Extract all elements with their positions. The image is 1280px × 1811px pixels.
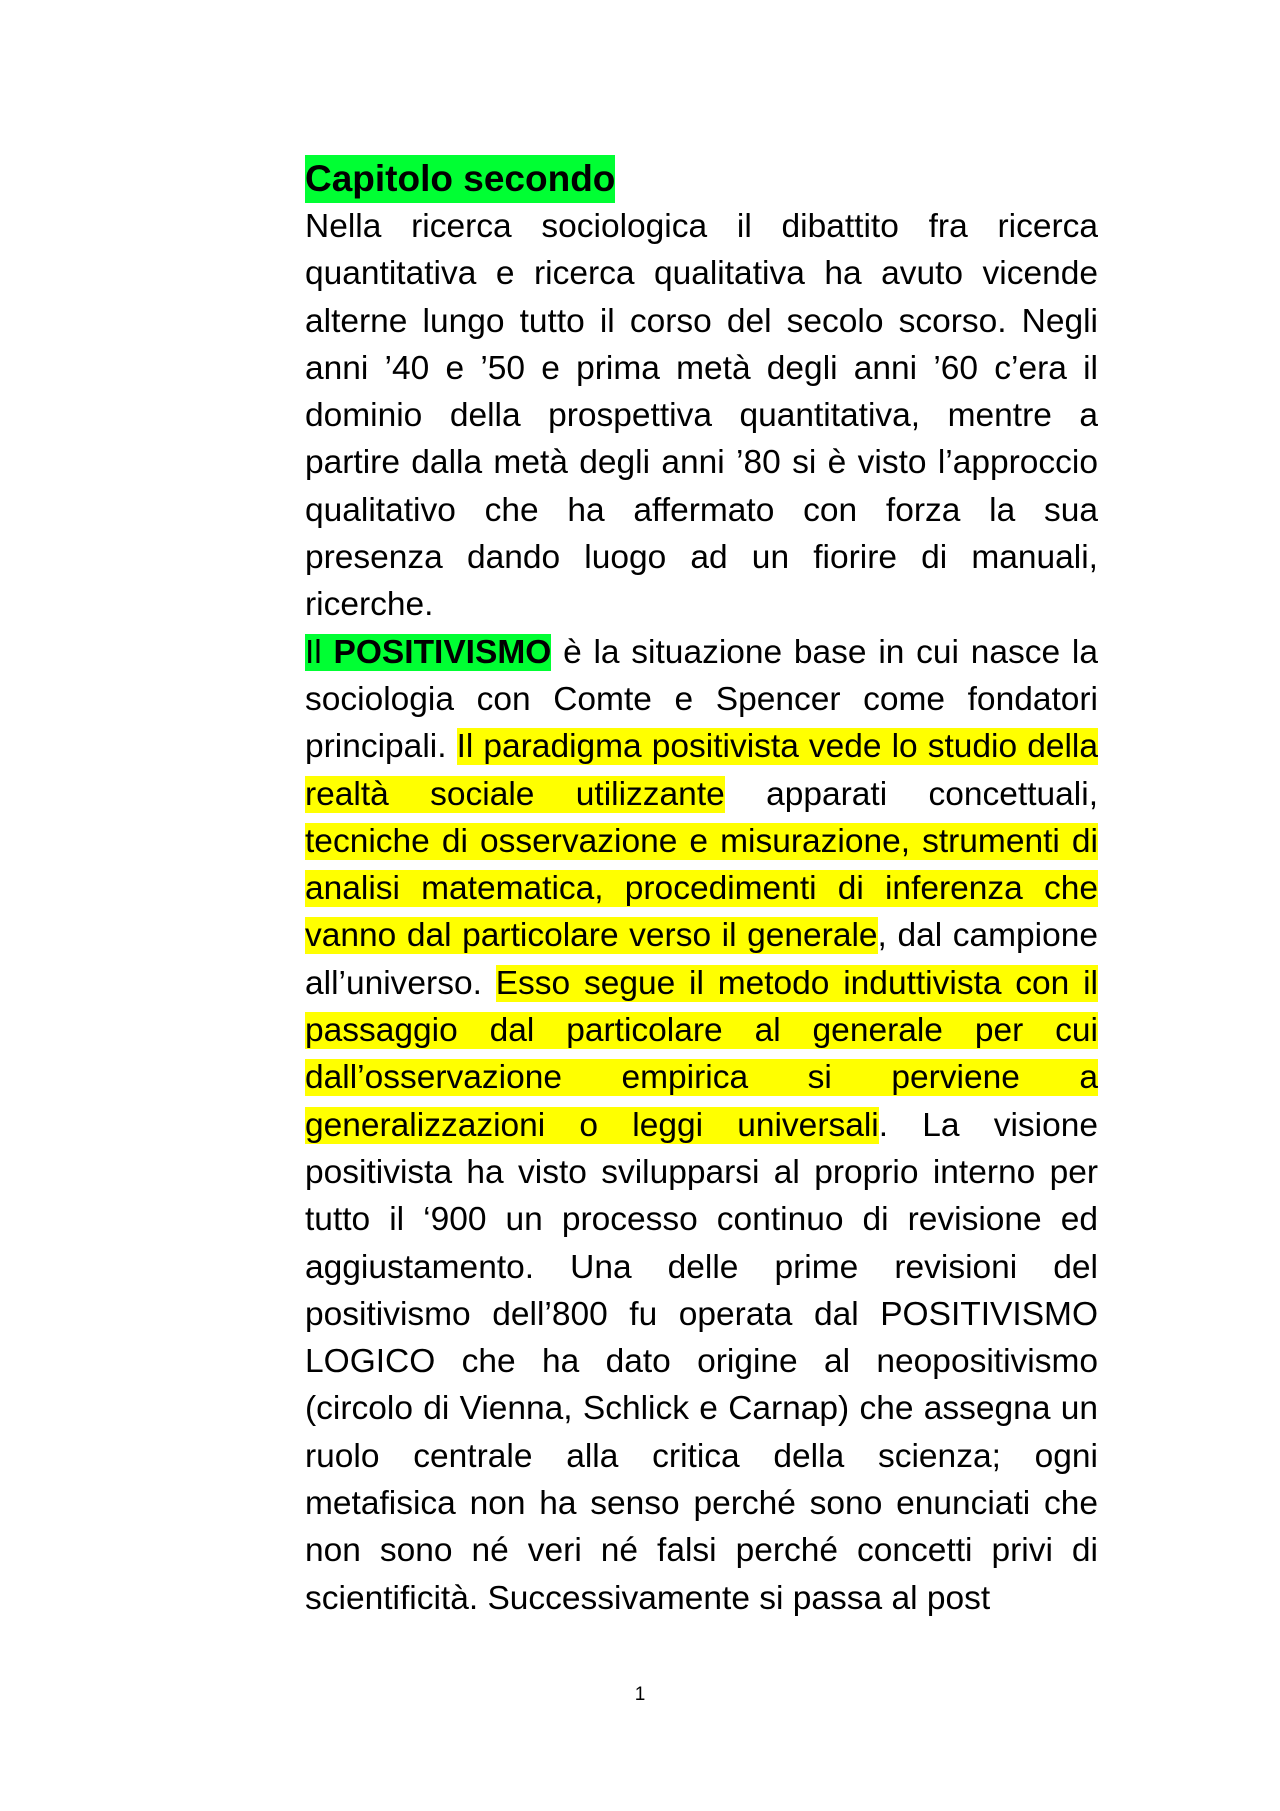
plain-apparati: apparati concettuali, [724, 775, 1098, 813]
paragraph-positivism [305, 629, 1098, 1622]
page-number: 1 [634, 1684, 646, 1705]
chapter-heading: Capitolo secondo [305, 155, 615, 203]
highlight-paradigm: Il paradigma positivista vede lo studio della realtà sociale utilizzante [305, 728, 1098, 813]
positivism-sentence: è la situazione base in cui nasce la sociologia con Comte e Spencer come fondatori principali. [305, 633, 1098, 766]
page-body [305, 155, 1098, 1622]
positivism-label [305, 634, 551, 671]
positivism-lead: Il [305, 633, 334, 671]
paragraph-rest: . La visione positivista ha visto svilupparsi al proprio interno per tutto il ‘900 un processo continuo di revisione ed aggiustamento. Una delle prime revisioni del positivismo dell’800 fu operata dal POSITIVISMO LOGICO che ha dato origine al neopositivismo (circolo di Vienna, Schlick e Carnap) che assegna un ruolo centrale alla critica della scienza; ogni metafisica non ha senso perché sono enunciati che non sono né veri né falsi perché concetti privi di scientificità. Successivamente si passa al post [305, 1106, 1098, 1617]
highlight-induction: Esso segue il metodo induttivista con il passaggio dal particolare al generale per cui dall’osservazione empirica si perviene a generalizzazioni o leggi universali [305, 964, 1098, 1144]
paragraph-intro: Nella ricerca sociologica il dibattito fra ricerca quantitativa e ricerca qualitativa ha avuto vicende alterne lungo tutto il corso del secolo scorso. Negli anni ’40 e ’50 e prima metà degli anni ’60 c’era il dominio della prospettiva quantitativa, mentre a partire dalla metà degli anni ’80 si è visto l’approccio qualitativo che ha affermato con forza la sua presenza dando luogo ad un fiorire di manuali, ricerche. [305, 208, 1098, 624]
positivism-term: POSITIVISMO [333, 633, 552, 671]
plain-campione: , dal campione all’universo. [305, 917, 1098, 1002]
highlight-techniques: tecniche di osservazione e misurazione, strumenti di analisi matematica, procedimenti di inferenza che vanno dal particolare verso il generale [305, 822, 1098, 955]
